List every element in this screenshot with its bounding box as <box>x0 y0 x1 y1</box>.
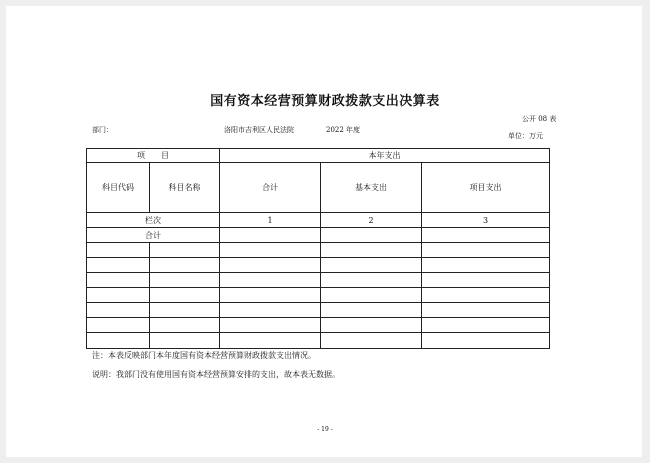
table-cell <box>422 288 550 303</box>
header-basic-expenditure: 基本支出 <box>321 163 422 213</box>
organization-name: 洛阳市吉利区人民法院 <box>224 126 294 134</box>
total-cell <box>220 228 321 243</box>
table-cell <box>321 288 422 303</box>
page-number: - 19 - <box>317 426 333 433</box>
table-cell <box>321 303 422 318</box>
table-cell <box>150 333 220 349</box>
table-cell <box>87 333 150 349</box>
table-row <box>87 303 550 318</box>
table-cell <box>321 318 422 333</box>
table-row <box>87 273 550 288</box>
fiscal-year: 2022 年度 <box>326 126 361 134</box>
table-cell <box>220 333 321 349</box>
table-row <box>87 288 550 303</box>
table-cell <box>220 243 321 258</box>
table-cell <box>87 288 150 303</box>
header-total: 合计 <box>220 163 321 213</box>
table-header-row-2 <box>87 163 550 213</box>
table-cell <box>150 288 220 303</box>
table-cell <box>150 303 220 318</box>
table-header-row-1 <box>87 149 550 163</box>
total-row-label: 合计 <box>87 228 220 243</box>
table-cell <box>422 273 550 288</box>
header-item: 项 目 <box>87 149 220 163</box>
table-cell <box>220 273 321 288</box>
budget-table <box>86 148 550 349</box>
total-row <box>87 228 550 243</box>
header-subject-code: 科目代码 <box>87 163 150 213</box>
total-cell <box>321 228 422 243</box>
table-cell <box>150 243 220 258</box>
table-cell <box>321 273 422 288</box>
table-cell <box>87 318 150 333</box>
table-cell <box>422 243 550 258</box>
table-row <box>87 258 550 273</box>
table-cell <box>87 303 150 318</box>
table-cell <box>422 303 550 318</box>
table-row <box>87 333 550 349</box>
table-cell <box>150 258 220 273</box>
table-cell <box>321 333 422 349</box>
table-note: 注：本表反映部门本年度国有资本经营预算财政拨款支出情况。 <box>92 351 316 360</box>
table-row <box>87 243 550 258</box>
table-cell <box>150 273 220 288</box>
total-cell <box>422 228 550 243</box>
table-cell <box>422 333 550 349</box>
header-project-expenditure: 项目支出 <box>422 163 550 213</box>
form-number: 公开 08 表 <box>522 115 557 123</box>
table-explanation: 说明：我部门没有使用国有资本经营预算安排的支出，故本表无数据。 <box>92 370 340 379</box>
document-title: 国有资本经营预算财政拨款支出决算表 <box>210 94 440 109</box>
table-cell <box>220 288 321 303</box>
table-cell <box>150 318 220 333</box>
table-cell <box>220 318 321 333</box>
table-cell <box>422 318 550 333</box>
column-index-row <box>87 213 550 228</box>
table-cell <box>422 258 550 273</box>
table-cell <box>87 273 150 288</box>
table-cell <box>220 258 321 273</box>
department-label: 部门： <box>92 126 113 134</box>
column-index-label: 栏次 <box>87 213 220 228</box>
unit-label: 单位：万元 <box>508 132 543 140</box>
table-cell <box>321 243 422 258</box>
header-current-expenditure: 本年支出 <box>220 149 550 163</box>
table-cell <box>87 258 150 273</box>
column-index-2: 2 <box>321 213 422 228</box>
table-cell <box>321 258 422 273</box>
column-index-3: 3 <box>422 213 550 228</box>
table-row <box>87 318 550 333</box>
header-subject-name: 科目名称 <box>150 163 220 213</box>
table-cell <box>87 243 150 258</box>
table-cell <box>220 303 321 318</box>
column-index-1: 1 <box>220 213 321 228</box>
